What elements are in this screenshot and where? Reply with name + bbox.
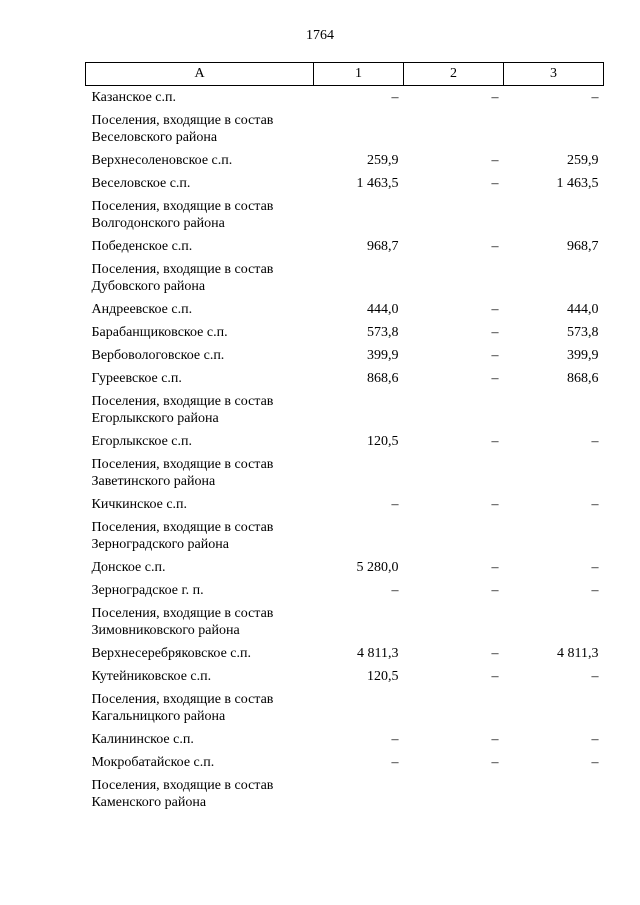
settlement-name-cell: Егорлыкское с.п.	[91, 434, 193, 449]
col-3-value-cell: –	[591, 560, 599, 575]
district-group-row	[86, 688, 604, 728]
col-2-value-cell: –	[491, 176, 499, 191]
col-3-value-cell	[504, 516, 604, 556]
col-3-value-cell: –	[591, 434, 599, 449]
col-1-value-cell: 259,9	[367, 153, 399, 168]
settlement-name-cell: Калининское с.п.	[91, 732, 194, 747]
col-3-value-cell: –	[591, 90, 599, 105]
settlement-row	[86, 556, 604, 579]
table-header	[86, 63, 604, 86]
col-1-value-cell	[314, 602, 404, 642]
district-group-row	[86, 774, 604, 814]
settlement-name-cell: Барабанщиковское с.п.	[91, 325, 228, 340]
header-col-1: 1	[314, 63, 404, 86]
col-3-value-cell: –	[591, 583, 599, 598]
col-2-value-cell: –	[491, 583, 499, 598]
col-1-value-cell: –	[391, 497, 399, 512]
col-2-value-cell: –	[491, 434, 499, 449]
col-3-value-cell	[504, 258, 604, 298]
col-1-value-cell: –	[391, 90, 399, 105]
settlement-name-cell: Поселения, входящие в состав Кагальницкого района	[91, 692, 274, 724]
col-1-value-cell: –	[391, 755, 399, 770]
settlement-row	[86, 172, 604, 195]
settlement-row	[86, 298, 604, 321]
district-group-row	[86, 602, 604, 642]
col-2-value-cell: –	[491, 646, 499, 661]
col-1-value-cell: 120,5	[367, 669, 399, 684]
col-2-value-cell: –	[491, 153, 499, 168]
settlement-row	[86, 665, 604, 688]
col-3-value-cell	[504, 602, 604, 642]
settlement-name-cell: Гуреевское с.п.	[91, 371, 182, 386]
col-2-value-cell	[404, 688, 504, 728]
settlement-name-cell: Андреевское с.п.	[91, 302, 193, 317]
col-2-value-cell: –	[491, 497, 499, 512]
settlement-row	[86, 321, 604, 344]
col-3-value-cell	[504, 195, 604, 235]
settlement-name-cell: Верхнесоленовское с.п.	[91, 153, 233, 168]
settlement-name-cell: Кутейниковское с.п.	[91, 669, 212, 684]
district-group-row	[86, 390, 604, 430]
col-2-value-cell	[404, 195, 504, 235]
settlement-name-cell: Поселения, входящие в состав Зерноградского района	[91, 520, 274, 552]
col-1-value-cell	[314, 258, 404, 298]
col-3-value-cell	[504, 390, 604, 430]
col-2-value-cell	[404, 390, 504, 430]
settlement-row	[86, 344, 604, 367]
col-1-value-cell	[314, 516, 404, 556]
col-1-value-cell	[314, 774, 404, 814]
col-3-value-cell: 868,6	[567, 371, 599, 386]
table-body	[86, 86, 604, 815]
header-col-3: 3	[504, 63, 604, 86]
col-2-value-cell: –	[491, 302, 499, 317]
col-2-value-cell	[404, 516, 504, 556]
col-1-value-cell: 399,9	[367, 348, 399, 363]
header-col-2: 2	[404, 63, 504, 86]
settlement-name-cell: Мокробатайское с.п.	[91, 755, 215, 770]
col-2-value-cell	[404, 258, 504, 298]
district-group-row	[86, 516, 604, 556]
col-1-value-cell: 868,6	[367, 371, 399, 386]
col-1-value-cell	[314, 109, 404, 149]
col-2-value-cell	[404, 774, 504, 814]
col-3-value-cell: –	[591, 497, 599, 512]
col-3-value-cell: –	[591, 669, 599, 684]
settlement-name-cell: Поселения, входящие в состав Веселовского района	[91, 113, 274, 145]
col-3-value-cell: 573,8	[567, 325, 599, 340]
col-3-value-cell: 444,0	[567, 302, 599, 317]
col-3-value-cell: 4 811,3	[557, 646, 599, 661]
district-group-row	[86, 258, 604, 298]
settlement-row	[86, 642, 604, 665]
col-3-value-cell	[504, 453, 604, 493]
settlement-name-cell: Зерноградское г. п.	[91, 583, 204, 598]
col-1-value-cell: 5 280,0	[356, 560, 399, 575]
col-3-value-cell: 968,7	[567, 239, 599, 254]
settlement-row	[86, 86, 604, 110]
col-3-value-cell: 1 463,5	[556, 176, 599, 191]
col-1-value-cell: 444,0	[367, 302, 399, 317]
col-1-value-cell	[314, 688, 404, 728]
col-1-value-cell	[314, 453, 404, 493]
settlement-name-cell: Поселения, входящие в состав Егорлыкского района	[91, 394, 274, 426]
district-group-row	[86, 195, 604, 235]
col-2-value-cell: –	[491, 755, 499, 770]
settlement-row	[86, 579, 604, 602]
settlement-name-cell: Победенское с.п.	[91, 239, 193, 254]
settlement-name-cell: Поселения, входящие в состав Зимовниковского района	[91, 606, 274, 638]
col-1-value-cell: 968,7	[367, 239, 399, 254]
col-3-value-cell	[504, 774, 604, 814]
col-3-value-cell: 399,9	[567, 348, 599, 363]
col-3-value-cell: –	[591, 732, 599, 747]
district-group-row	[86, 109, 604, 149]
settlement-row	[86, 367, 604, 390]
settlement-name-cell: Кичкинское с.п.	[91, 497, 188, 512]
header-row	[86, 63, 604, 86]
settlement-name-cell: Верхнесеребряковское с.п.	[91, 646, 251, 661]
header-col-a: А	[86, 63, 314, 86]
col-1-value-cell: 1 463,5	[356, 176, 399, 191]
col-1-value-cell: –	[391, 732, 399, 747]
col-2-value-cell: –	[491, 371, 499, 386]
col-2-value-cell: –	[491, 90, 499, 105]
col-2-value-cell: –	[491, 348, 499, 363]
col-2-value-cell	[404, 453, 504, 493]
settlement-row	[86, 430, 604, 453]
col-2-value-cell: –	[491, 669, 499, 684]
settlement-row	[86, 728, 604, 751]
settlement-name-cell: Поселения, входящие в состав Заветинского района	[91, 457, 274, 489]
col-3-value-cell	[504, 688, 604, 728]
col-2-value-cell: –	[491, 325, 499, 340]
settlement-row	[86, 493, 604, 516]
settlement-name-cell: Поселения, входящие в состав Волгодонского района	[91, 199, 274, 231]
col-1-value-cell: 120,5	[367, 434, 399, 449]
district-group-row	[86, 453, 604, 493]
settlement-name-cell: Донское с.п.	[91, 560, 166, 575]
col-2-value-cell	[404, 109, 504, 149]
settlement-name-cell: Веселовское с.п.	[91, 176, 191, 191]
col-1-value-cell: 4 811,3	[357, 646, 399, 661]
col-3-value-cell: 259,9	[567, 153, 599, 168]
col-2-value-cell: –	[491, 239, 499, 254]
col-3-value-cell: –	[591, 755, 599, 770]
settlement-name-cell: Казанское с.п.	[91, 90, 176, 105]
col-1-value-cell	[314, 195, 404, 235]
allocation-table	[85, 62, 604, 814]
settlement-name-cell: Поселения, входящие в состав Дубовского района	[91, 262, 274, 294]
settlement-name-cell: Вербовологовское с.п.	[91, 348, 225, 363]
col-2-value-cell	[404, 602, 504, 642]
col-1-value-cell	[314, 390, 404, 430]
col-1-value-cell: –	[391, 583, 399, 598]
settlement-row	[86, 751, 604, 774]
settlement-row	[86, 149, 604, 172]
col-3-value-cell	[504, 109, 604, 149]
col-2-value-cell: –	[491, 560, 499, 575]
settlement-row	[86, 235, 604, 258]
col-1-value-cell: 573,8	[367, 325, 399, 340]
page-number: 1764	[306, 28, 334, 43]
settlement-name-cell: Поселения, входящие в состав Каменского района	[91, 778, 274, 810]
col-2-value-cell: –	[491, 732, 499, 747]
